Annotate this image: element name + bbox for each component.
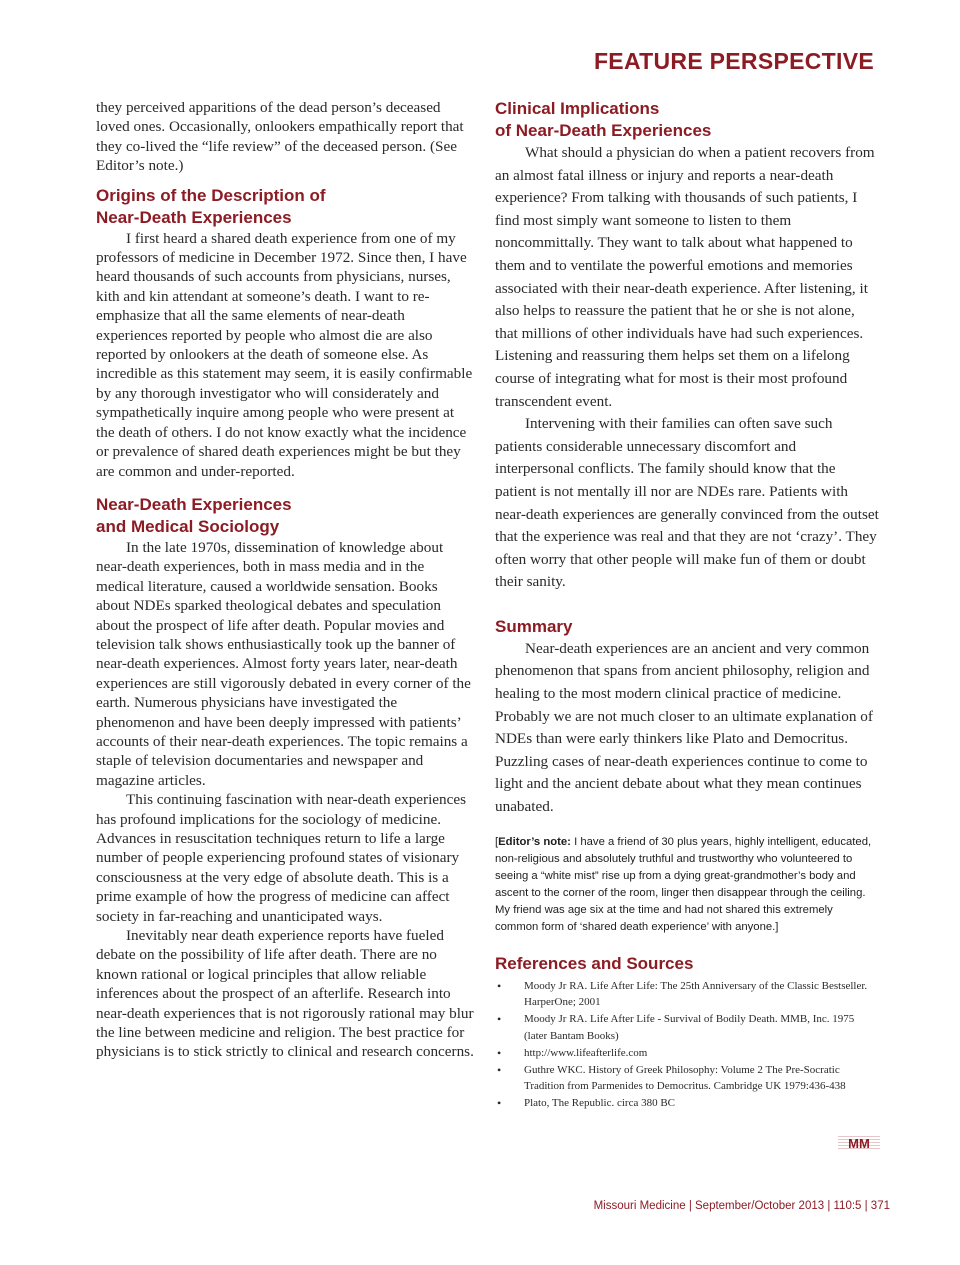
reference-item: • Moody Jr RA. Life After Life: The 25th Anniversary of the Classic Bestseller. HarperOne; 2001 [495, 978, 879, 1012]
sociology-paragraph-2: This continuing fascination with near-death experiences has profound implications for the sociology of medicine. Advances in resuscitation techniques return to life a large number of people experiencing profound states of visionary consciousness at the very edge of absolute death. This is a prime example of how the progress of medicine can affect society in far-reaching and unanticipated ways. [96, 791, 467, 925]
sociology-heading [96, 494, 474, 538]
references-list [495, 978, 879, 1112]
page-footer: Missouri Medicine | September/October 2013 | 110:5 | 371 [593, 1200, 890, 1212]
clinical-paragraph-1: What should a physician do when a patient recovers from an almost fatal illness or injury and reports a near-death experience? From talking with thousands of such patients, I find most simply want someone to listen to them noncommittally. They want to talk about what happened to them and to ventilate the powerful emotions and memories associated with their near-death experience. After listening, it also helps to reassure the patient that he or she is not alone, that millions of other individuals have had such experiences. Listening and reassuring them helps set them on a lifelong course of integrating what for most is their most profound transcendent event. [495, 144, 875, 410]
left-column [96, 98, 474, 1062]
editor-note-text: I have a friend of 30 plus years, highly intelligent, educated, non-religious and absolutely truthful and trustworthy who volunteered to seeing a “white mist” rise up from a dying great-grandmother’s body and ascent to the corner of the room, linger then disappear through the ceiling. My friend was age six at the time and had not shared this extremely common form of ‘shared death experience’ with anyone.] [495, 835, 872, 933]
section-tag: FEATURE PERSPECTIVE [593, 48, 874, 74]
reference-item: • Plato, The Republic. circa 380 BC [495, 1095, 879, 1112]
intro-continuation-paragraph: they perceived apparitions of the dead person’s deceased loved ones. Occasionally, onlookers empathically report that they co-lived the “life review” of the deceased person. (See Editor’s note.) [96, 99, 464, 175]
origins-heading-line1: Origins of the Description of [96, 185, 326, 205]
clinical-heading-line1: Clinical Implications [495, 99, 660, 118]
reference-item: • Guthre WKC. History of Greek Philosophy: Volume 2 The Pre-Socratic Tradition from Parmenides to Democritus. Cambridge UK 1979:436-438 [495, 1062, 879, 1096]
sociology-heading-line1: Near-Death Experiences [96, 494, 292, 514]
clinical-heading [495, 98, 879, 142]
references-heading: References and Sources [495, 953, 694, 973]
editor-note-label: Editor’s note: [498, 835, 571, 848]
right-column [495, 98, 879, 1112]
sociology-paragraph-1: In the late 1970s, dissemination of knowledge about near-death experiences, both in mass media and in the medical literature, caused a worldwide sensation. Books about NDEs sparked theological debates and speculation about the prospect of life after death. Popular movies and television talk shows enthusiastically took up the banner of near-death experiences. Almost forty years later, near-death experiences are still vigorously debated in every corner of the earth. Numerous physicians have investigated the phenomenon and have been deeply impressed with patients’ accounts of their near-death experiences. The topic remains a staple of television documentaries and newspaper and magazine articles. [96, 538, 471, 789]
sociology-heading-line2: and Medical Sociology [96, 516, 280, 536]
clinical-paragraph-2: Intervening with their families can often save such patients considerable unnecessary discomfort and interpersonal conflicts. The family should know that the patient is not mentally ill nor are NDEs rare. Patients with near-death experiences are generally convinced from the outset that the experience was real and that they are not ‘crazy’. They often worry that other people will make fun of them or doubt their sanity. [495, 415, 879, 591]
origins-heading-line2: Near-Death Experiences [96, 207, 292, 227]
clinical-heading-line2: of Near-Death Experiences [495, 121, 712, 140]
mm-end-logo: MM [838, 1136, 880, 1151]
summary-heading: Summary [495, 616, 573, 636]
sociology-paragraph-3: Inevitably near death experience reports have fueled debate on the possibility of life after death. There are no known rational or logical principles that allow reliable inferences about the prospect of an afterlife. Research into near-death experiences that is not rigorously rational may blur the line between medicine and religion. The best practice for physicians is to stick strictly to clinical and research concerns. [96, 927, 474, 1061]
reference-item[interactable]: • http://www.lifeafterlife.com [495, 1045, 879, 1062]
editor-note-open-bracket: [ [495, 835, 499, 848]
editor-note [495, 834, 879, 936]
origins-paragraph: I first heard a shared death experience from one of my professors of medicine in December 1972. Since then, I have heard thousands of such accounts from physicians, nurses, kith and kin attendant at someone’s death. I want to re-emphasize that all the same elements of near-death experiences reported by people who almost die are also reported by onlookers at the death of someone else. As incredible as this statement may seem, it is easily confirmable by any thorough investigator who will considerately and sympathetically inquire among people who were present at the death of others. I do not know exactly what the incidence or prevalence of shared death experiences might be but they are common and under-reported. [96, 229, 473, 480]
summary-paragraph: Near-death experiences are an ancient and very common phenomenon that spans from ancient philosophy, religion and healing to the most modern clinical practice of medicine. Probably we are not much closer to an ultimate explanation of NDEs than were early thinkers like Plato and Democritus. Puzzling cases of near-death experiences continue to come to light and the ancient debate about what they mean continues unabated. [495, 639, 873, 816]
reference-item: • Moody Jr RA. Life After Life - Survival of Bodily Death. MMB, Inc. 1975 (later Bantam Books) [495, 1011, 879, 1045]
origins-heading [96, 185, 474, 229]
